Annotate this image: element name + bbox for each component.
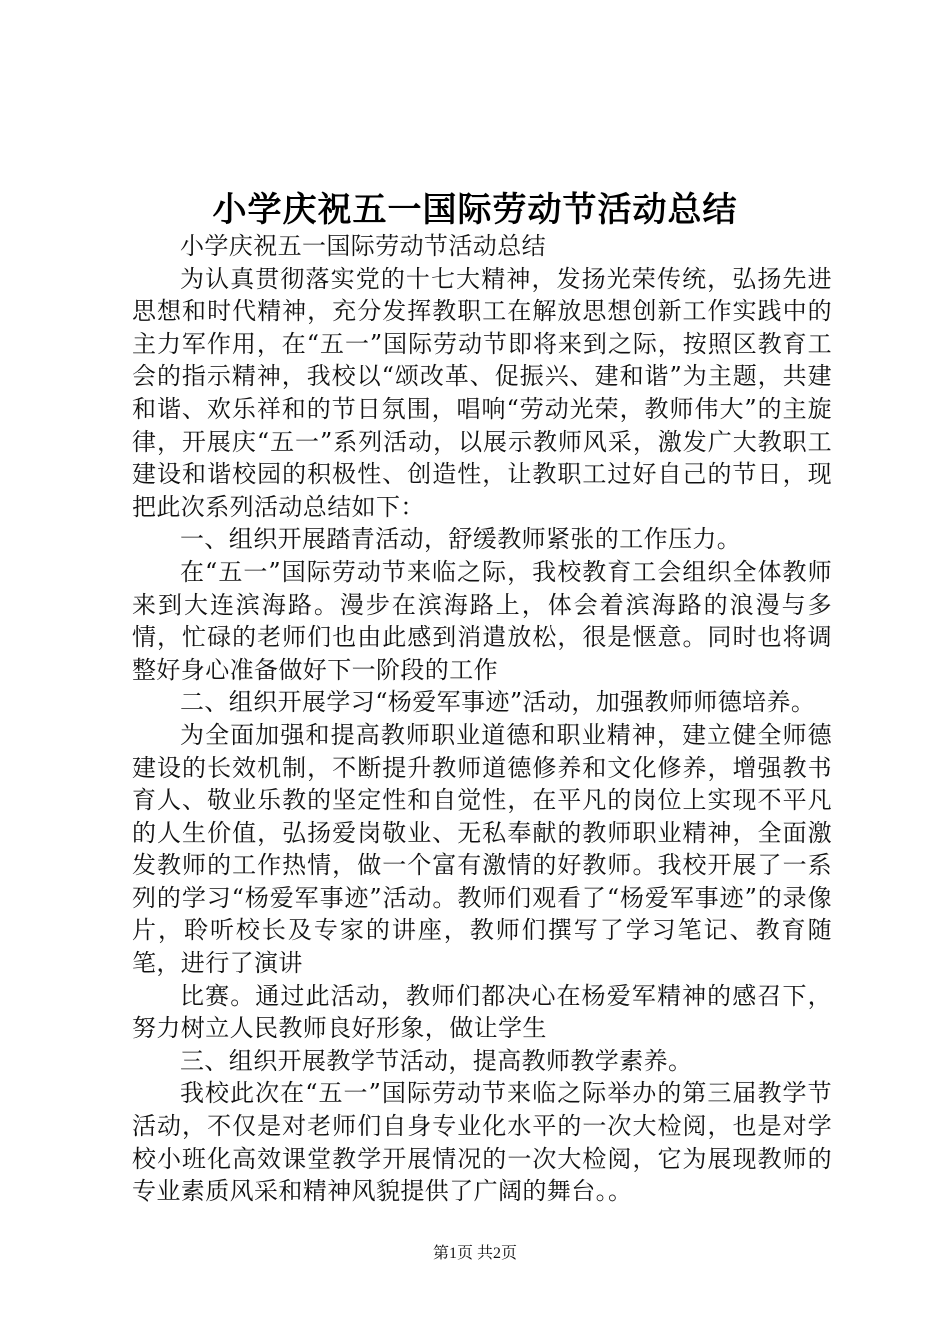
paragraph-section-3: 我校此次在“五一”国际劳动节来临之际举办的第三届教学节活动，不仅是对老师们自身专业化水平的一次大检阅，也是对学校小班化高效课堂教学开展情况的一次大检阅，它为展现教师的专业素质风采和精神风貌提供了广阔的舞台。。 [132, 1079, 832, 1206]
section-heading-2: 二、组织开展学习“杨爱军事迹”活动，加强教师师德培养。 [180, 688, 816, 717]
paragraph-intro: 为认真贯彻落实党的十七大精神，发扬光荣传统，弘扬先进思想和时代精神，充分发挥教职工在解放思想创新工作实践中的主力军作用，在“五一”国际劳动节即将来到之际，按照区教育工会的指示精神，我校以“颂改革、促振兴、建和谐”为主题，共建和谐、欢乐祥和的节日氛围，唱响“劳动光荣，教师伟大”的主旋律，开展庆“五一”系列活动，以展示教师风采，激发广大教职工建设和谐校园的积极性、创造性，让教职工过好自己的节日，现把此次系列活动总结如下： [132, 264, 832, 521]
paragraph-section-1: 在“五一”国际劳动节来临之际，我校教育工会组织全体教师来到大连滨海路。漫步在滨海路上，体会着滨海路的浪漫与多情，忙碌的老师们也由此感到消遣放松，很是惬意。同时也将调整好身心准备做好下一阶段的工作 [132, 557, 832, 684]
section-heading-1: 一、组织开展踏青活动，舒缓教师紧张的工作压力。 [180, 525, 742, 554]
paragraph-section-2: 为全面加强和提高教师职业道德和职业精神，建立健全师德建设的长效机制，不断提升教师道德修养和文化修养，增强教书育人、敬业乐教的坚定性和自觉性，在平凡的岗位上实现不平凡的人生价值，弘扬爱岗敬业、无私奉献的教师职业精神，全面激发教师的工作热情，做一个富有激情的好教师。我校开展了一系列的学习“杨爱军事迹”活动。教师们观看了“杨爱军事迹”的录像片，聆听校长及专家的讲座，教师们撰写了学习笔记、教育随笔，进行了演讲 [132, 720, 832, 978]
section-heading-3: 三、组织开展教学节活动，提高教师教学素养。 [180, 1046, 693, 1075]
document-body [132, 230, 832, 1208]
page-footer: 第1页 共2页 [432, 1245, 517, 1262]
paragraph-section-2-continued: 比赛。通过此活动，教师们都决心在杨爱军精神的感召下，努力树立人民教师良好形象，做让学生 [132, 981, 832, 1043]
paragraph-heading-repeat: 小学庆祝五一国际劳动节活动总结 [180, 232, 546, 260]
document-title: 小学庆祝五一国际劳动节活动总结 [212, 190, 738, 230]
